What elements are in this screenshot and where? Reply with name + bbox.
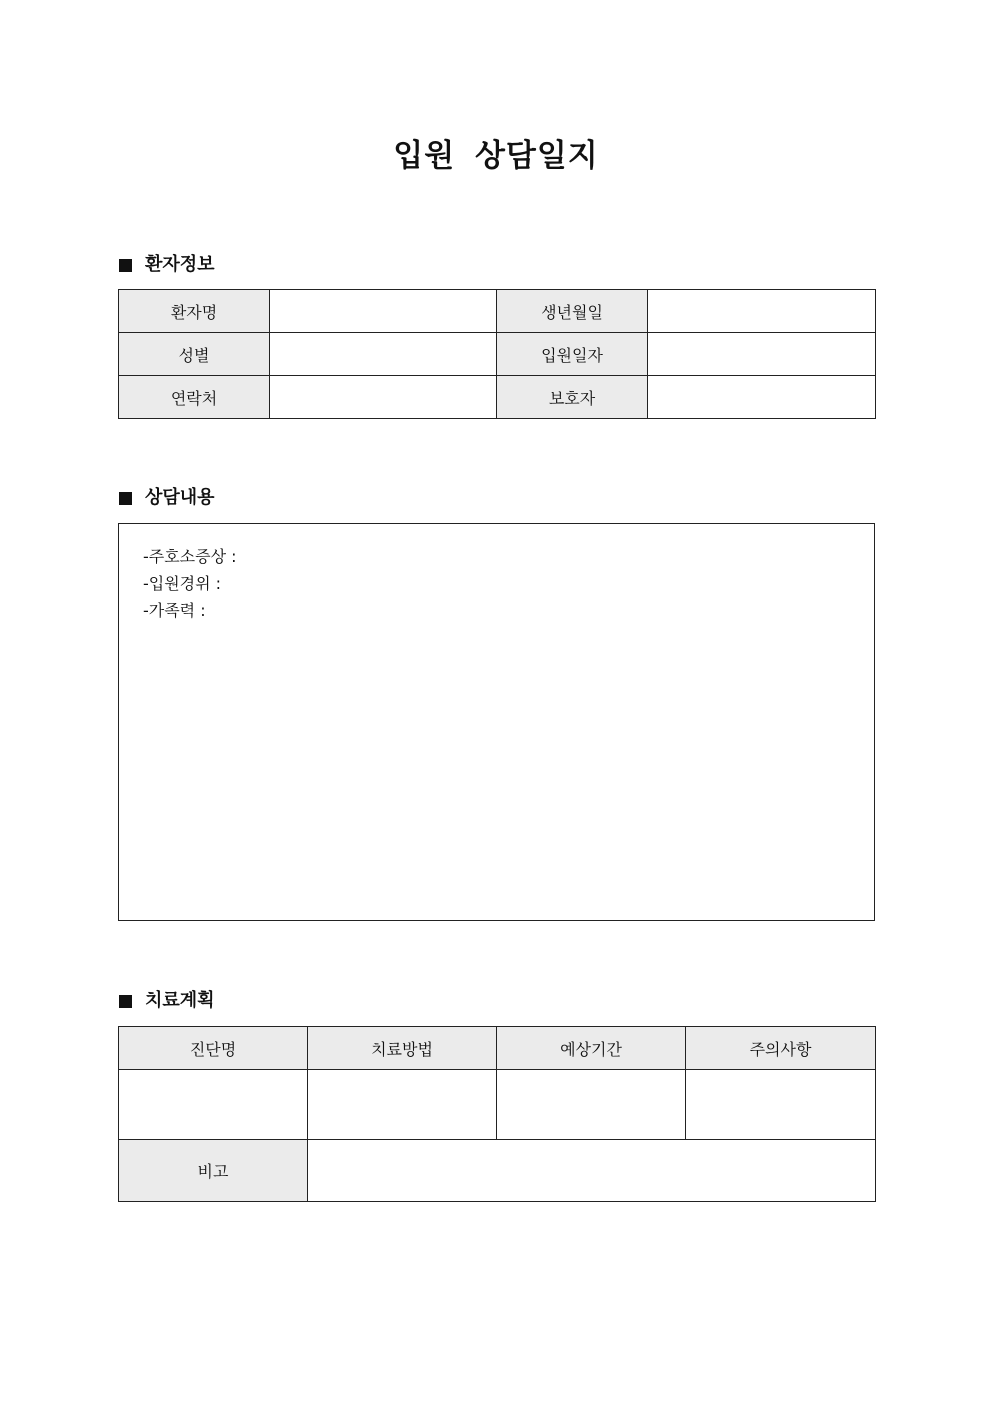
table-header-row <box>119 1027 876 1070</box>
precautions-field[interactable] <box>686 1070 876 1140</box>
table-row <box>119 376 876 419</box>
chief-complaint-line: -주호소증상 : <box>143 547 237 566</box>
table-row <box>119 1140 876 1202</box>
admission-reason-line: -입원경위 : <box>143 574 222 593</box>
section-heading-label: 치료계획 <box>145 990 215 1011</box>
black-square-icon <box>119 259 132 272</box>
contact-label: 연락처 <box>119 376 270 419</box>
column-header-treatment-method: 치료방법 <box>308 1027 497 1070</box>
treatment-method-field[interactable] <box>308 1070 497 1140</box>
note-label: 비고 <box>119 1140 308 1202</box>
diagnosis-field[interactable] <box>119 1070 308 1140</box>
section-heading-patient-info <box>119 252 215 278</box>
family-history-line: -가족력 : <box>143 601 206 620</box>
section-heading-label: 환자정보 <box>145 254 215 275</box>
table-row <box>119 1070 876 1140</box>
birth-date-field[interactable] <box>648 290 876 333</box>
table-row <box>119 333 876 376</box>
birth-date-label: 생년월일 <box>497 290 648 333</box>
treatment-plan-table <box>118 1026 876 1202</box>
table-row <box>119 290 876 333</box>
patient-name-label: 환자명 <box>119 290 270 333</box>
patient-info-table <box>118 289 876 419</box>
consultation-content-box[interactable] <box>118 523 875 921</box>
patient-name-field[interactable] <box>270 290 497 333</box>
gender-label: 성별 <box>119 333 270 376</box>
expected-period-field[interactable] <box>497 1070 686 1140</box>
column-header-expected-period: 예상기간 <box>497 1027 686 1070</box>
guardian-label: 보호자 <box>497 376 648 419</box>
section-heading-treatment-plan <box>119 988 215 1014</box>
contact-field[interactable] <box>270 376 497 419</box>
admission-date-label: 입원일자 <box>497 333 648 376</box>
column-header-precautions: 주의사항 <box>686 1027 876 1070</box>
section-heading-label: 상담내용 <box>145 487 215 508</box>
column-header-diagnosis: 진단명 <box>119 1027 308 1070</box>
page-title: 입원 상담일지 <box>393 138 599 174</box>
section-heading-consultation <box>119 485 215 511</box>
note-field[interactable] <box>308 1140 876 1202</box>
black-square-icon <box>119 995 132 1008</box>
guardian-field[interactable] <box>648 376 876 419</box>
gender-field[interactable] <box>270 333 497 376</box>
admission-date-field[interactable] <box>648 333 876 376</box>
black-square-icon <box>119 492 132 505</box>
